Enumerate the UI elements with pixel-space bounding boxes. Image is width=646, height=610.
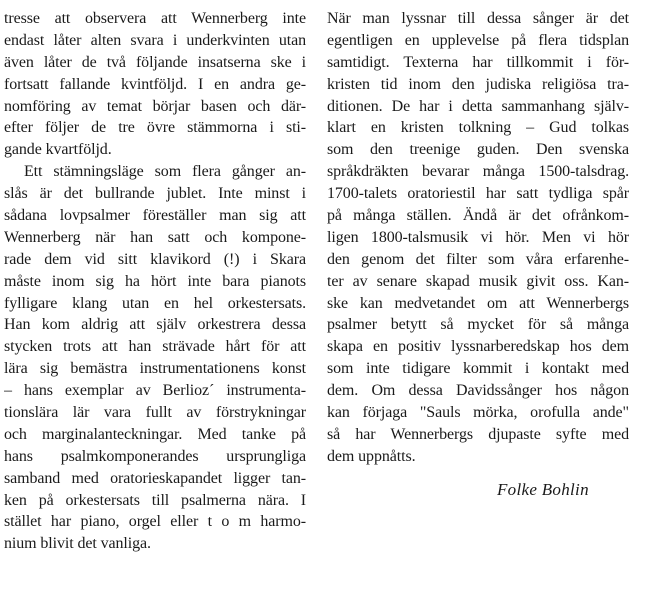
text-line: den genom det filter som våra erfarenhe- — [327, 250, 629, 268]
text-line: samband med oratorieskapandet ligger tan- — [4, 469, 306, 487]
text-line: på många ställen. Ändå är det ofrånkom- — [327, 207, 629, 225]
text-line: hans psalmkomponerandes ursprungliga — [4, 447, 306, 465]
left-paragraph-2 — [4, 161, 306, 555]
text-line: kan förjaga "Sauls mörka, orofulla ande" — [327, 404, 629, 422]
text-line: skapa en positiv lyssnarberedskap hos dem — [327, 338, 629, 356]
text-line: ter av senare skapad musik givit oss. Kan- — [327, 272, 629, 290]
text-line: ske kan medvetandet om att Wennerbergs — [327, 294, 629, 312]
text-line: klart en kristen tolkning – Gud tolkas — [327, 119, 629, 137]
text-line: nium blivit det vanliga. — [4, 535, 151, 553]
right-paragraph-1 — [327, 8, 629, 468]
text-line: gande kvartföljd. — [4, 141, 112, 159]
text-line: som den treenige guden. Den svenska — [327, 141, 629, 159]
text-line: och marginalanteckningar. Med tanke på — [4, 425, 306, 443]
text-line: psalmer betytt så mycket för så många — [327, 316, 629, 334]
text-line: Han kom aldrig att själv orkestrera dessa — [4, 316, 306, 334]
text-line: tionslära lär vara fullt av förstrykningar — [4, 404, 306, 422]
left-column — [4, 8, 306, 555]
text-line: som inte tidigare kommit i kontakt med — [327, 360, 629, 378]
text-line: ken på orkestersats till psalmerna nära. I — [4, 491, 306, 509]
text-line: efter följer de tre övre stämmorna i sti- — [4, 119, 306, 137]
text-line: stycken trots att han strävade hårt för att — [4, 338, 306, 356]
text-line: rade dem vid sitt klavikord (!) i Skara — [4, 250, 306, 268]
text-line: fylligare klang utan en hel orkestersats. — [4, 294, 306, 312]
text-line: dem. Om dessa Davidssånger hos någon — [327, 382, 629, 400]
text-line: även låter de två följande insatserna ske i — [4, 53, 306, 71]
text-line: ditionen. De har i detta sammanhang själv- — [327, 97, 629, 115]
text-line: samtidigt. Texterna har tillkommit i för- — [327, 53, 629, 71]
text-line: lära sig bemästra instrumentationens konst — [4, 360, 306, 378]
text-line: Ett stämningsläge som flera gånger an- — [24, 163, 306, 181]
text-line: egentligen en upplevelse på flera tidsplan — [327, 31, 629, 49]
text-line: endast låter alten svara i underkvinten utan — [4, 31, 306, 49]
text-line: – hans exemplar av Berlioz´ instrumenta- — [4, 382, 306, 400]
text-line: nomföring av temat börjar basen och där- — [4, 97, 306, 115]
text-line: tresse att observera att Wennerberg inte — [4, 10, 306, 27]
right-column — [327, 8, 629, 468]
text-line: så har Wennerbergs djupaste syfte med — [327, 425, 629, 443]
text-line: fortsatt fallande kvintföljd. I en andra ge- — [4, 75, 306, 93]
text-line: dem uppnåtts. — [327, 447, 416, 465]
left-paragraph-1 — [4, 8, 306, 161]
text-line: 1700-talets oratoriestil har satt tydliga spår — [327, 185, 629, 203]
text-line: språkdräkten bevarar många 1500-talsdrag. — [327, 163, 629, 181]
text-line: stället har piano, orgel eller t o m harmo- — [4, 513, 306, 531]
text-line: slås är det bullrande jublet. Inte minst i — [4, 185, 306, 203]
text-line: måste inom sig ha hört inte bara pianots — [4, 272, 306, 290]
text-line: kristen tid inom den judiska religiösa tra- — [327, 75, 629, 93]
text-line: ligen 1800-talsmusik vi hör. Men vi hör — [327, 228, 629, 246]
text-line: När man lyssnar till dessa sånger är det — [327, 10, 629, 27]
text-line: Wennerberg när han satt och kompone- — [4, 228, 306, 246]
author-signature: Folke Bohlin — [497, 480, 589, 499]
text-line: sådana lovpsalmer föreställer man sig att — [4, 207, 306, 225]
